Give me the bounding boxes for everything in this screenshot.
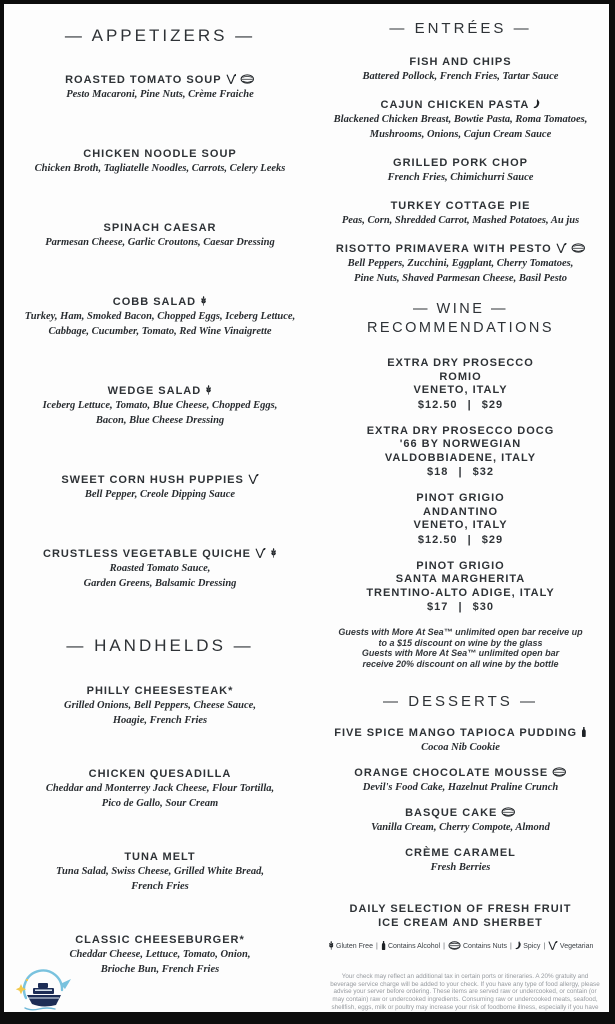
item-name-line: SPINACH CAESAR	[103, 222, 217, 234]
item-description-line: Pesto Macaroni, Pine Nuts, Crème Fraiche	[66, 89, 254, 100]
menu-item	[10, 684, 310, 728]
wine-note-line: Guests with More At Sea™ unlimited open bar receive up	[338, 627, 583, 637]
gluten-free-icon	[270, 548, 277, 558]
menu-item	[312, 492, 609, 547]
wine-note-line: Guests with More At Sea™ unlimited open bar	[361, 648, 560, 658]
wine-note-line: receive 20% discount on all wine by the bottle	[362, 658, 559, 669]
section-handhelds	[10, 636, 310, 977]
vegetarian-icon	[248, 474, 259, 484]
item-name-line: ANDANTINO	[423, 505, 498, 518]
column-right	[312, 6, 609, 941]
gluten-free-icon	[200, 296, 207, 306]
menu-item	[312, 902, 609, 930]
menu-item	[312, 806, 609, 835]
item-name	[10, 850, 310, 864]
section-heading-line: — WINE —	[413, 301, 508, 317]
menu-item	[10, 147, 310, 176]
wine-price: $17 | $30	[427, 601, 494, 613]
item-description-line: Cabbage, Cucumber, Tomato, Red Wine Vinaigrette	[48, 326, 272, 337]
item-description-line: Bacon, Blue Cheese Dressing	[95, 415, 225, 426]
section-heading	[312, 19, 609, 38]
legend-item	[548, 943, 593, 950]
legend-item	[515, 943, 541, 950]
nuts-icon	[571, 243, 586, 253]
item-description-line: French Fries, Chimichurri Sauce	[387, 172, 534, 183]
vegetarian-icon	[556, 243, 567, 253]
section-appetizers	[10, 6, 310, 591]
item-description-line: Bell Pepper, Creole Dipping Sauce	[84, 489, 236, 500]
nuts-icon	[448, 941, 461, 950]
wine-note-line: to a $15 discount on wine by the glass	[378, 637, 543, 648]
item-name-line: WEDGE SALAD	[107, 385, 202, 397]
section-heading-line: — APPETIZERS —	[64, 26, 256, 45]
item-name-line: FIVE SPICE MANGO TAPIOCA PUDDING	[334, 727, 578, 739]
item-name-line: ORANGE CHOCOLATE MOUSSE	[354, 767, 549, 779]
menu-item	[10, 221, 310, 250]
section-heading	[10, 26, 310, 45]
item-description-line: Peas, Corn, Shredded Carrot, Mashed Potatoes, Au jus	[341, 215, 580, 226]
section-desserts	[312, 692, 609, 930]
item-description-line: Iceberg Lettuce, Tomato, Blue Cheese, Chopped Eggs,	[42, 400, 278, 411]
item-name-line: COBB SALAD	[112, 296, 197, 308]
item-name-line: EXTRA DRY PROSECCO DOCG	[366, 424, 555, 437]
column-left	[10, 6, 310, 1016]
legend-label: Contains Alcohol	[387, 943, 441, 950]
item-name	[312, 806, 609, 820]
item-name-line: SANTA MARGHERITA	[395, 573, 526, 585]
item-name	[10, 684, 310, 698]
nuts-icon	[501, 807, 516, 817]
item-name	[10, 73, 310, 87]
item-description-line: Garden Greens, Balsamic Dressing	[83, 578, 237, 589]
item-description-line: Pine Nuts, Shaved Parmesan Cheese, Basil Pesto	[354, 273, 567, 284]
item-name	[312, 492, 609, 533]
item-description-line: Blackened Chicken Breast, Bowtie Pasta, Roma Tomatoes,	[333, 114, 588, 125]
legend-label: Contains Nuts	[463, 943, 507, 950]
ship-icon	[25, 983, 61, 1010]
section-heading-line: — DESSERTS —	[383, 693, 538, 710]
wine-price: $12.50 | $29	[417, 533, 504, 546]
menu-item	[312, 726, 609, 755]
section-heading	[10, 636, 310, 655]
item-description-line: French Fries	[131, 881, 189, 892]
gluten-free-icon	[205, 385, 212, 395]
item-name-line: CHICKEN QUESADILLA	[88, 768, 232, 780]
item-name-line: PHILLY CHEESESTEAK*	[86, 685, 234, 697]
item-description-line: Brioche Bun, French Fries	[100, 964, 220, 975]
item-name	[312, 425, 609, 466]
legend-separator: |	[375, 943, 378, 950]
menu-item	[10, 295, 310, 339]
item-name-line: RISOTTO PRIMAVERA WITH PESTO	[335, 243, 552, 255]
spicy-icon	[533, 99, 540, 109]
item-name	[10, 384, 310, 398]
menu-item	[312, 55, 609, 84]
item-name-line: BASQUE CAKE	[405, 807, 498, 819]
item-name	[312, 902, 609, 930]
item-name-line: VENETO, ITALY	[413, 519, 508, 531]
item-name	[312, 55, 609, 69]
item-name-line: ROMIO	[439, 370, 482, 383]
item-description-line: Pico de Gallo, Sour Cream	[101, 798, 219, 809]
section-heading-line: — ENTRÉES —	[389, 20, 532, 37]
item-description-line: Bell Peppers, Zucchini, Eggplant, Cherry Tomatoes,	[347, 258, 574, 269]
section-heading	[312, 300, 609, 338]
item-name	[10, 221, 310, 235]
item-description-line: Parmesan Cheese, Garlic Croutons, Caesar Dressing	[45, 237, 275, 248]
menu-item	[312, 846, 609, 875]
cruise-line-logo	[14, 958, 74, 1020]
item-description-line: Battered Pollock, French Fries, Tartar Sauce	[362, 71, 559, 82]
item-description-line: Devil's Food Cake, Hazelnut Praline Crunch	[362, 782, 559, 793]
section-heading	[312, 692, 609, 711]
item-name-line: TRENTINO-ALTO ADIGE, ITALY	[366, 586, 555, 599]
item-description-line: Turkey, Ham, Smoked Bacon, Chopped Eggs, Iceberg Lettuce,	[24, 311, 296, 322]
item-name	[312, 357, 609, 398]
legend-label: Spicy	[523, 943, 541, 950]
menu-item	[10, 850, 310, 894]
item-name-line: TURKEY COTTAGE PIE	[390, 200, 531, 212]
legend-label: Vegetarian	[559, 943, 594, 950]
item-name-line: TUNA MELT	[124, 851, 196, 863]
wine-price: $18 | $32	[427, 466, 494, 478]
item-description-line: Chicken Broth, Tagliatelle Noodles, Carrots, Celery Leeks	[34, 163, 286, 174]
item-name-line: ICE CREAM AND SHERBET	[378, 917, 543, 929]
wine-price: $12.50 | $29	[417, 398, 504, 411]
item-name-line: CRUSTLESS VEGETABLE QUICHE	[43, 548, 251, 560]
item-description-line: Cocoa Nib Cookie	[421, 742, 500, 753]
item-name	[10, 147, 310, 161]
item-name	[10, 767, 310, 781]
menu-item	[312, 425, 609, 480]
item-name	[10, 547, 310, 561]
legend-separator: |	[509, 943, 512, 950]
nuts-icon	[240, 74, 255, 84]
item-name-line: SWEET CORN HUSH PUPPIES	[61, 474, 244, 486]
wine-note	[312, 627, 609, 669]
item-name	[312, 766, 609, 780]
item-name	[312, 242, 609, 256]
item-name	[312, 560, 609, 601]
item-name-line: VALDOBBIADENE, ITALY	[384, 451, 537, 464]
legend	[312, 941, 609, 950]
menu-item	[312, 156, 609, 185]
menu-item	[312, 98, 609, 142]
section-entrees	[312, 6, 609, 286]
menu-item	[10, 73, 310, 102]
gluten-free-icon	[328, 941, 334, 950]
legend-label: Gluten Free	[336, 943, 373, 950]
menu-item	[312, 199, 609, 228]
item-description-line: Cheddar Cheese, Lettuce, Tomato, Onion,	[69, 949, 251, 960]
legend-item	[328, 943, 373, 950]
item-name-line: CLASSIC CHEESEBURGER*	[75, 934, 245, 946]
item-name-line: CAJUN CHICKEN PASTA	[380, 99, 530, 111]
vegetarian-icon	[548, 941, 558, 950]
item-name-line: PINOT GRIGIO	[416, 492, 505, 504]
vegetarian-icon	[226, 74, 237, 84]
item-name-line: FISH AND CHIPS	[409, 56, 512, 68]
item-name-line: CRÈME CARAMEL	[405, 847, 516, 859]
item-name	[312, 199, 609, 213]
item-description-line: Mushrooms, Onions, Cajun Cream Sauce	[369, 129, 552, 140]
menu-item	[10, 473, 310, 502]
item-name-line: GRILLED PORK CHOP	[393, 157, 528, 169]
item-name	[312, 98, 609, 112]
item-name-line: ROASTED TOMATO SOUP	[65, 74, 222, 86]
spicy-icon	[515, 941, 521, 950]
item-name	[10, 933, 310, 947]
item-description-line: Cheddar and Monterrey Jack Cheese, Flour Tortilla,	[45, 783, 275, 794]
item-name-line: VENETO, ITALY	[413, 384, 508, 396]
item-name	[10, 295, 310, 309]
item-description-line: Tuna Salad, Swiss Cheese, Grilled White Bread,	[56, 866, 264, 877]
item-description-line: Fresh Berries	[430, 862, 491, 873]
legend-separator: |	[443, 943, 445, 950]
item-description-line: Hoagie, French Fries	[112, 715, 208, 726]
item-name	[312, 156, 609, 170]
item-name-line: DAILY SELECTION OF FRESH FRUIT	[349, 903, 572, 915]
alcohol-icon	[581, 727, 587, 737]
menu-item	[10, 547, 310, 591]
item-name-line: EXTRA DRY PROSECCO	[387, 357, 534, 369]
legend-item	[448, 943, 507, 950]
section-heading-line: — HANDHELDS —	[66, 636, 254, 655]
section-heading-line: RECOMMENDATIONS	[366, 320, 555, 336]
fine-print: Your check may reflect an additional tax in certain ports or itineraries. A 20% gratuity and beverage service charge will be added to your check. If you have any type of food allergy, please advise your server before ordering. These items are served raw or undercooked, or contain (or may contain) raw or undercooked ingredients. Consuming raw or undercooked meats, seafood, shellfish, eggs, milk or poultry may increase your risk of foodborne illness, especially if you have certain medical conditions.	[330, 973, 600, 1019]
item-name	[10, 473, 310, 487]
vegetarian-icon	[255, 548, 266, 558]
item-description-line: Roasted Tomato Sauce,	[109, 563, 211, 574]
menu-item	[312, 242, 609, 286]
nuts-icon	[552, 767, 567, 777]
item-description-line: Grilled Onions, Bell Peppers, Cheese Sauce,	[64, 700, 256, 711]
menu-item	[312, 357, 609, 412]
item-name-line: CHICKEN NOODLE SOUP	[83, 148, 237, 160]
item-name	[312, 846, 609, 860]
menu-item	[312, 560, 609, 615]
legend-item	[381, 943, 440, 950]
alcohol-icon	[381, 941, 386, 950]
item-name	[312, 726, 609, 740]
menu-item	[312, 766, 609, 795]
item-description-line: Vanilla Cream, Cherry Compote, Almond	[371, 822, 550, 833]
legend-separator: |	[543, 943, 546, 950]
menu-item	[10, 767, 310, 811]
logo-text: SHINECRUISE	[20, 1012, 68, 1019]
section-wine	[312, 300, 609, 669]
item-name-line: '66 BY NORWEGIAN	[399, 438, 522, 450]
menu-item	[10, 384, 310, 428]
item-name-line: PINOT GRIGIO	[416, 559, 505, 572]
